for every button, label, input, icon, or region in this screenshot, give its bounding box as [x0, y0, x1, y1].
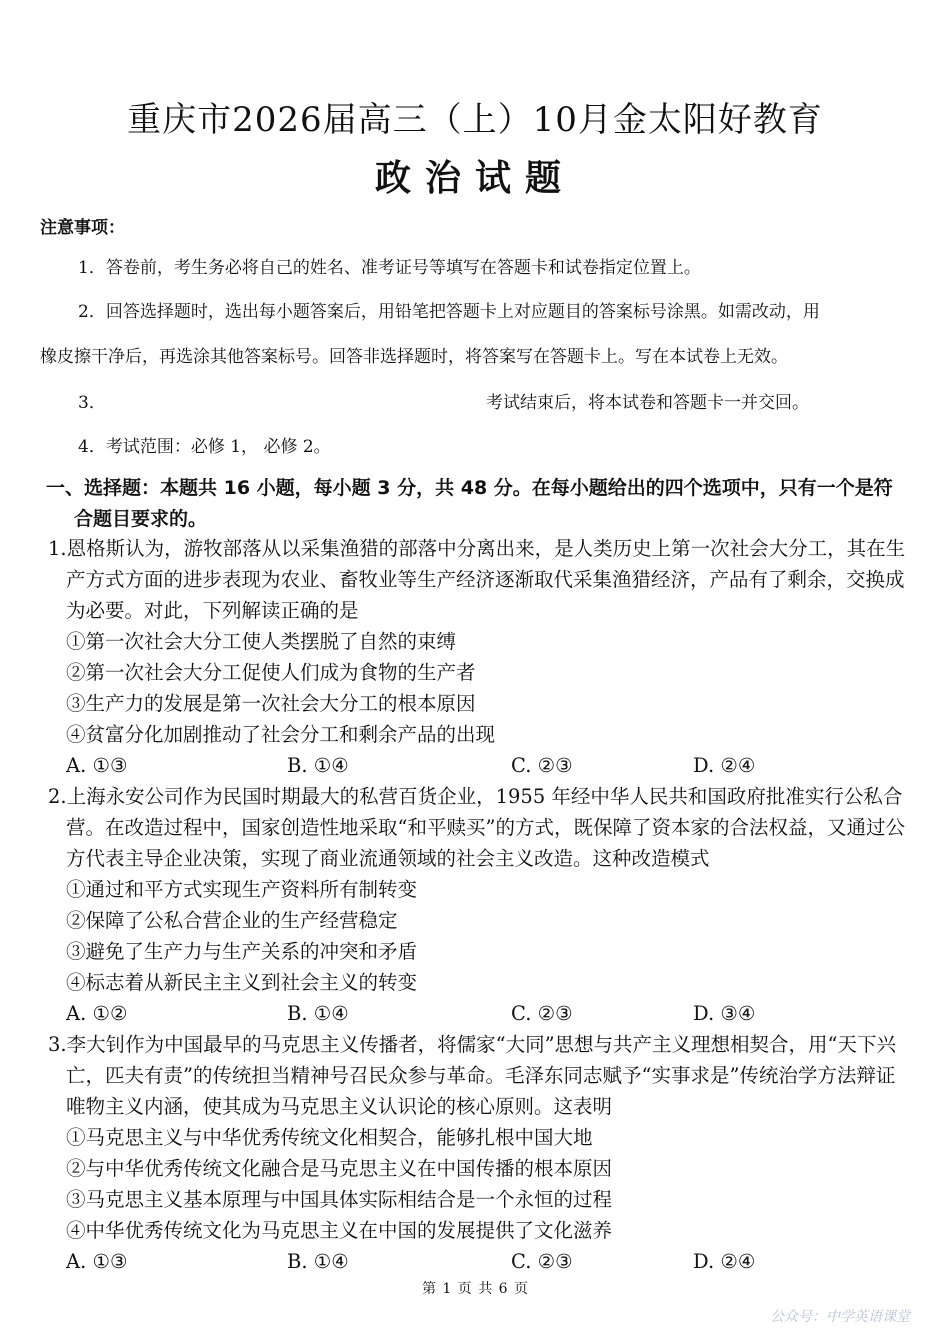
choice-b: B. ①④	[287, 754, 349, 777]
question-3	[48, 1029, 908, 1277]
notice-item-4: 4．考试范围：必修 1， 必修 2。	[78, 437, 331, 457]
choice-c: C. ②③	[511, 1002, 573, 1025]
section-heading-line-2: 合题目要求的。	[74, 508, 208, 530]
question-option: ③生产力的发展是第一次社会大分工的根本原因	[66, 692, 476, 715]
question-option: ④标志着从新民主主义到社会主义的转变	[66, 971, 418, 994]
choice-a: A. ①③	[66, 754, 128, 777]
answer-choices	[48, 1246, 908, 1277]
choice-d: D. ②④	[693, 1250, 756, 1273]
answer-choices	[48, 750, 908, 781]
choice-c: C. ②③	[511, 754, 573, 777]
answer-choices	[48, 998, 908, 1029]
question-option: ①第一次社会大分工使人类摆脱了自然的束缚	[66, 630, 457, 653]
question-option: ①通过和平方式实现生产资料所有制转变	[66, 878, 418, 901]
choice-a: A. ①③	[66, 1250, 128, 1273]
notice-item-1: 1．答卷前，考生务必将自己的姓名、准考证号等填写在答题卡和试卷指定位置上。	[78, 258, 701, 278]
choice-b: B. ①④	[287, 1250, 349, 1273]
question-stem: 3.李大钊作为中国最早的马克思主义传播者，将儒家“大同”思想与共产主义理想相契合，用“天下兴亡，匹夫有责”的传统担当精神号召民众参与革命。毛泽东同志赋予“实事求是”传统治学方法辩证唯物主义内涵，使其成为马克思主义认识论的核心原则。这表明	[48, 1033, 897, 1118]
watermark: 公众号：中学英语课堂	[770, 1309, 910, 1325]
notice-item-2-line-2: 橡皮擦干净后，再选涂其他答案标号。回答非选择题时，将答案写在答题卡上。写在本试卷上无效。	[40, 347, 788, 367]
choice-d: D. ③④	[693, 1002, 756, 1025]
question-option: ③马克思主义基本原理与中国具体实际相结合是一个永恒的过程	[66, 1188, 613, 1211]
question-2	[48, 781, 908, 1029]
choice-b: B. ①④	[287, 1002, 349, 1025]
question-option: ②与中华优秀传统文化融合是马克思主义在中国传播的根本原因	[66, 1157, 613, 1180]
question-option: ④贫富分化加剧推动了社会分工和剩余产品的出现	[66, 723, 496, 746]
question-stem: 2.上海永安公司作为民国时期最大的私营百货企业，1955 年经中华人民共和国政府批准实行公私合营。在改造过程中，国家创造性地采取“和平赎买”的方式，既保障了资本家的合法权益，又通过公方代表主导企业决策，实现了商业流通领域的社会主义改造。这种改造模式	[48, 785, 905, 870]
question-stem: 1.恩格斯认为，游牧部落从以采集渔猎的部落中分离出来，是人类历史上第一次社会大分工，其在生产方式方面的进步表现为农业、畜牧业等生产经济逐渐取代采集渔猎经济，产品有了剩余，交换成为必要。对此，下列解读正确的是	[48, 537, 906, 622]
choice-d: D. ②④	[693, 754, 756, 777]
choice-c: C. ②③	[511, 1250, 573, 1273]
notice-item-3-text: 考试结束后，将本试卷和答题卡一并交回。	[486, 393, 809, 413]
question-option: ①马克思主义与中华优秀传统文化相契合，能够扎根中国大地	[66, 1126, 593, 1149]
notice-item-2-line-1: 2．回答选择题时，选出每小题答案后，用铅笔把答题卡上对应题目的答案标号涂黑。如需改动，用	[78, 302, 820, 322]
question-option: ②第一次社会大分工促使人们成为食物的生产者	[66, 661, 476, 684]
page-number: 第 1 页 共 6 页	[421, 1281, 529, 1297]
notice-item-3	[40, 392, 950, 414]
choice-a: A. ①②	[66, 1002, 128, 1025]
notice-item-3-number: 3．	[78, 393, 106, 413]
notice-heading: 注意事项：	[40, 218, 125, 238]
section-heading	[46, 473, 906, 535]
question-1	[48, 533, 908, 781]
exam-subject-title: 政治试题	[374, 157, 575, 199]
exam-title: 重庆市2026届高三（上）10月金太阳好教育	[127, 100, 823, 140]
question-option: ②保障了公私合营企业的生产经营稳定	[66, 909, 398, 932]
question-option: ④中华优秀传统文化为马克思主义在中国的发展提供了文化滋养	[66, 1219, 613, 1242]
section-heading-line-1: 一、选择题：本题共 16 小题，每小题 3 分，共 48 分。在每小题给出的四个选项中，只有一个是符	[46, 477, 893, 499]
question-option: ③避免了生产力与生产关系的冲突和矛盾	[66, 940, 418, 963]
